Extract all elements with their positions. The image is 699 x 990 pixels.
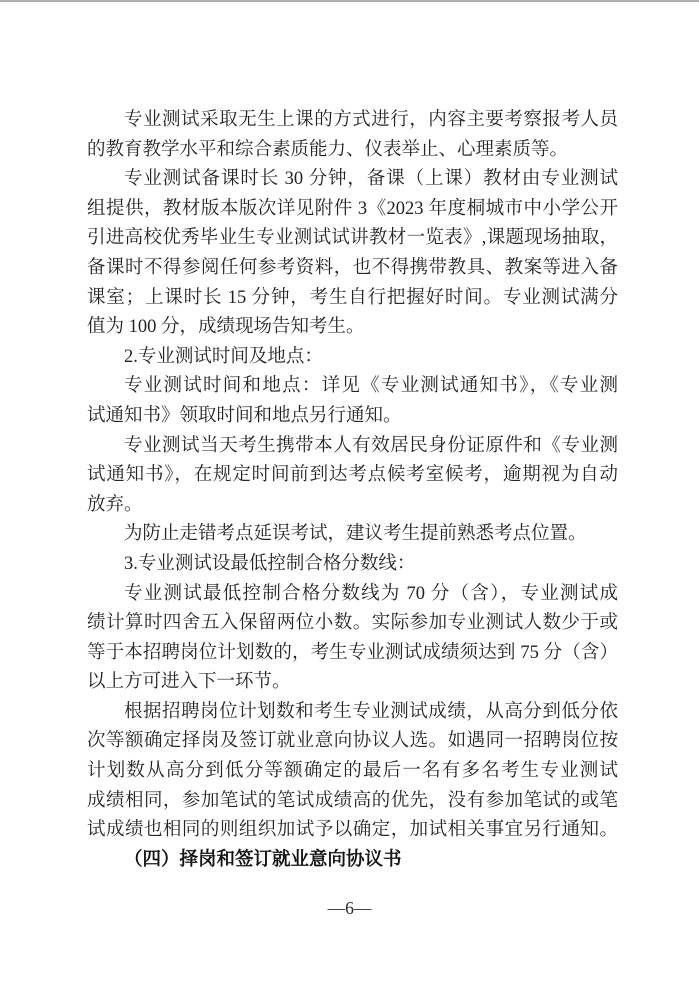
text-line: 组提供，教材版本版次详见附件 3《2023 年度桐城市中小学公开 xyxy=(87,198,618,219)
text-line: 值为 100 分，成绩现场告知考生。 xyxy=(87,317,365,338)
text-line: 计划数从高分到低分等额确定的最后一名有多名考生专业测试 xyxy=(87,761,618,782)
text-line: 试成绩也相同的则组织加试予以确定，加试相关事宜另行通知。 xyxy=(87,820,618,841)
text-line: 专业测试采取无生上课的方式进行，内容主要考察报考人员 xyxy=(124,110,618,130)
text-line: 以上方可进入下一环节。 xyxy=(87,672,291,693)
text-line: 备课时不得参阅任何参考资料，也不得携带教具、教案等进入备 xyxy=(87,257,618,278)
text-line: 成绩相同，参加笔试的笔试成绩高的优先，没有参加笔试的或笔 xyxy=(87,790,618,811)
text-line: 专业测试时间和地点：详见《专业测试通知书》，《专业测 xyxy=(124,376,618,397)
text-line: 次等额确定择岗及签订就业意向协议人选。如遇同一招聘岗位按 xyxy=(87,731,618,752)
text-line: 的教育教学水平和综合素质能力、仪表举止、心理素质等。 xyxy=(87,139,569,160)
list-item-heading: 3.专业测试设最低控制合格分数线： xyxy=(124,553,416,574)
text-line: 放弃。 xyxy=(87,494,143,515)
document-body xyxy=(87,106,618,875)
page-number: —6— xyxy=(327,898,372,918)
text-line: 课室；上课时长 15 分钟，考生自行把握好时间。专业测试满分 xyxy=(87,287,618,308)
list-item-heading: 2.专业测试时间及地点： xyxy=(124,346,323,367)
text-line: 专业测试备课时长 30 分钟，备课（上课）教材由专业测试 xyxy=(124,169,618,190)
text-line: 引进高校优秀毕业生专业测试试讲教材一览表》,课题现场抽取， xyxy=(87,228,618,249)
text-line: 专业测试最低控制合格分数线为 70 分（含），专业测试成 xyxy=(124,583,618,604)
section-heading: （四）择岗和签订就业意向协议书 xyxy=(124,849,402,870)
text-line: 为防止走错考点延误考试，建议考生提前熟悉考点位置。 xyxy=(124,524,587,545)
text-line: 根据招聘岗位计划数和考生专业测试成绩，从高分到低分依 xyxy=(124,701,618,722)
page-top-edge xyxy=(0,0,699,2)
text-line: 试通知书》领取时间和地点另行通知。 xyxy=(87,405,402,426)
text-line: 专业测试当天考生携带本人有效居民身份证原件和《专业测 xyxy=(124,435,618,456)
text-line: 绩计算时四舍五入保留两位小数。实际参加专业测试人数少于或 xyxy=(87,613,618,634)
text-line: 等于本招聘岗位计划数的，考生专业测试成绩须达到 75 分（含） xyxy=(87,642,618,663)
text-line: 试通知书》，在规定时间前到达考点候考室候考，逾期视为自动 xyxy=(87,465,618,486)
